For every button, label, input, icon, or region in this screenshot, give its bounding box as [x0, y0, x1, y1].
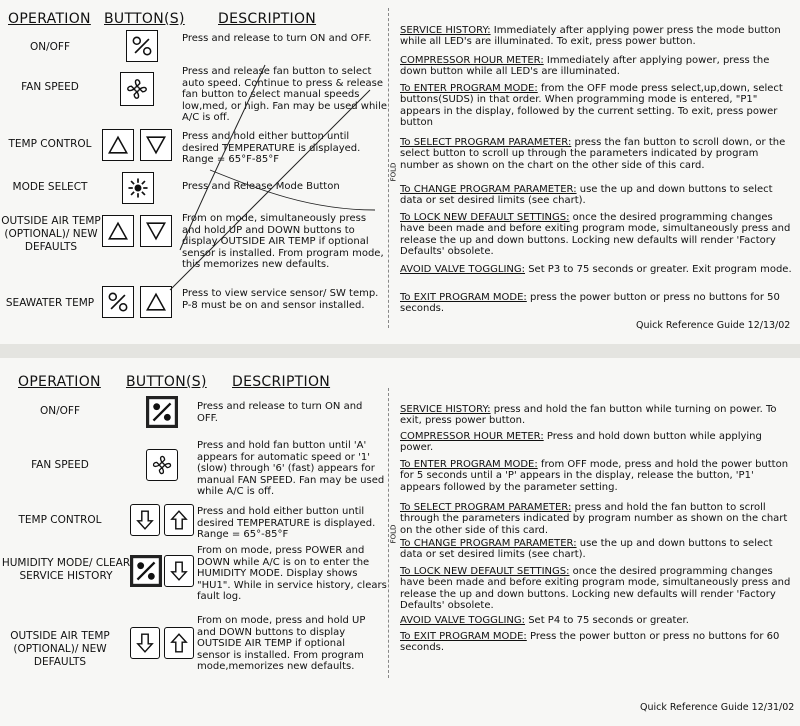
down-button[interactable]	[130, 504, 160, 536]
card-gap	[0, 344, 800, 358]
instruction-text: use the up and down buttons to select data or set desired limits (see chart).	[400, 538, 773, 561]
instruction-heading: COMPRESSOR HOUR METER:	[400, 431, 544, 442]
up-button[interactable]	[164, 627, 194, 659]
instruction-text: Press and hold down button while applying power.	[400, 431, 762, 454]
down-button[interactable]	[164, 555, 194, 587]
up-arrow-icon	[167, 630, 191, 656]
buttons-header: BUTTON(S)	[126, 374, 207, 390]
operation-label: ON/OFF	[39, 405, 80, 417]
operation-label: FAN SPEED	[21, 81, 79, 93]
description-text: Press and release to turn ON and OFF.	[182, 33, 372, 44]
operation-label: MODE SELECT	[12, 181, 88, 193]
instruction-enter-program-mode	[400, 83, 795, 129]
operation-label: SEAWATER TEMP	[5, 297, 95, 309]
description-header: DESCRIPTION	[232, 374, 331, 390]
instruction-heading: To SELECT PROGRAM PARAMETER:	[400, 137, 572, 148]
operation-label: OUTSIDE AIR TEMP (OPTIONAL)/ NEW DEFAULTS	[10, 630, 110, 668]
instruction-text: Set P4 to 75 seconds or greater.	[528, 615, 689, 626]
instruction-text: press the power button or press no buttons for 50 seconds.	[400, 292, 780, 315]
power-icon	[105, 289, 131, 315]
operation-label: FAN SPEED	[31, 459, 89, 471]
instruction-text: use the up and down buttons to select data or set desired limits (see chart).	[400, 184, 773, 207]
buttons-header: BUTTON(S)	[104, 11, 185, 27]
instruction-avoid-valve-toggling	[400, 264, 795, 275]
fan-button[interactable]	[146, 449, 178, 481]
operation-label: ON/OFF	[29, 41, 70, 53]
power-icon	[129, 33, 155, 59]
instruction-text: Set P3 to 75 seconds or greater. Exit program mode.	[528, 264, 792, 275]
description-text: From on mode, press and hold UP and DOWN buttons to display OUTSIDE AIR TEMP if optional sensor is installed. From program mode,memorizes new defaults.	[197, 615, 366, 673]
operation-header: OPERATION	[18, 374, 101, 390]
instruction-heading: To CHANGE PROGRAM PARAMETER:	[400, 538, 577, 549]
instruction-text: press and hold the fan button while turning on power. To exit, press power button.	[400, 404, 777, 427]
instruction-heading: To SELECT PROGRAM PARAMETER:	[400, 502, 572, 513]
instruction-text: Press the power button or press no buttons for 60 seconds.	[400, 631, 780, 654]
down-arrow-icon	[167, 558, 191, 584]
instruction-heading: To LOCK NEW DEFAULT SETTINGS:	[400, 212, 570, 223]
instruction-avoid-valve-toggling	[400, 615, 795, 626]
instruction-text: from OFF mode, press and hold the power button for 5 seconds until a 'P' appears in the display, release the button, 'P1' appears followed by the parameter setting.	[400, 459, 789, 493]
instruction-lock-new-defaults	[400, 212, 795, 258]
up-triangle-icon	[105, 132, 131, 158]
instruction-text: press the fan button to scroll down, or the select button to scroll up through the parameters indicated by program number as shown on the chart on the other side of this card.	[400, 137, 786, 171]
instruction-heading: AVOID VALVE TOGGLING:	[400, 264, 526, 275]
up-button[interactable]	[102, 129, 134, 161]
description-text: Press and hold either button until desired TEMPERATURE is displayed. Range = 65°-85°F	[197, 506, 376, 541]
instruction-compressor-hour-meter	[400, 55, 795, 78]
instruction-heading: AVOID VALVE TOGGLING:	[400, 615, 526, 626]
power-button[interactable]	[130, 555, 162, 587]
instruction-select-program-parameter	[400, 137, 795, 171]
up-triangle-icon	[105, 218, 131, 244]
description-text: Press and release to turn ON and OFF.	[197, 401, 363, 424]
quick-reference-card-2	[0, 362, 800, 726]
description-text: From on mode, simultaneously press and hold UP and DOWN buttons to display OUTSIDE AIR TEMP if optional sensor is installed. From program mode, this memorizes new defaults.	[182, 213, 384, 271]
description-text: Press and release fan button to select auto speed. Continue to press & release fan button to select manual speeds low,med, or high. Fan may be used while A/C is off.	[182, 66, 387, 124]
fold-label: FOLD	[389, 524, 398, 544]
operation-label: HUMIDITY MODE/ CLEAR SERVICE HISTORY	[1, 557, 131, 582]
instruction-exit-program-mode	[400, 631, 795, 654]
description-text: Press and hold fan button until 'A' appears for automatic speed or '1' (slow) through '6' (fast) appears for manual FAN SPEED. Fan may be used while A/C is off.	[197, 440, 385, 498]
pen-crossout-marks	[140, 60, 400, 300]
instruction-text: Immediately after applying power press the mode button while all LED's are illuminated. To exit, press power button.	[400, 25, 781, 48]
operation-label: TEMP CONTROL	[18, 514, 102, 526]
instruction-heading: SERVICE HISTORY:	[400, 25, 491, 36]
power-icon	[146, 396, 178, 428]
power-button[interactable]	[126, 30, 158, 62]
instruction-heading: To EXIT PROGRAM MODE:	[400, 631, 527, 642]
instruction-heading: To LOCK NEW DEFAULT SETTINGS:	[400, 566, 570, 577]
down-button[interactable]	[130, 627, 160, 659]
footer-label: Quick Reference Guide 12/13/02	[636, 320, 791, 331]
instruction-compressor-hour-meter	[400, 431, 795, 454]
description-text: From on mode, press POWER and DOWN while A/C is on to enter the HUMIDITY MODE. Display shows "HU1". While in service history, clears fault log.	[197, 545, 387, 603]
quick-reference-card-1	[0, 0, 800, 340]
fold-label: FOLD	[389, 162, 398, 182]
instruction-text: once the desired programming changes have been made and before exiting program mode, simultaneously press and release the up and down buttons. Locking new defaults will render 'Factory Defaults' obsolete.	[400, 566, 791, 612]
operation-header: OPERATION	[8, 11, 91, 27]
power-button[interactable]	[102, 286, 134, 318]
instruction-change-program-parameter	[400, 538, 795, 561]
instruction-text: once the desired programming changes have been made and before exiting program mode, simultaneously press and release the up and down buttons. Locking new defaults will render 'Factory Defaults' obsolete.	[400, 212, 791, 258]
power-icon	[130, 555, 162, 587]
instruction-service-history	[400, 404, 795, 427]
description-text: Press and Release Mode Button	[182, 181, 340, 192]
instruction-service-history	[400, 25, 795, 48]
operation-label: TEMP CONTROL	[8, 138, 92, 150]
fan-icon	[149, 452, 175, 478]
down-arrow-icon	[133, 507, 157, 533]
instruction-text: Immediately after applying power, press the down button while all LED's are illuminated.	[400, 55, 770, 78]
instruction-heading: To ENTER PROGRAM MODE:	[400, 459, 538, 470]
description-text: Press to view service sensor/ SW temp. P-8 must be on and sensor installed.	[182, 288, 379, 311]
description-header: DESCRIPTION	[218, 11, 317, 27]
description-text: Press and hold either button until desired TEMPERATURE is displayed. Range = 65°F-85°F	[182, 131, 361, 166]
instruction-exit-program-mode	[400, 292, 795, 315]
instruction-heading: To ENTER PROGRAM MODE:	[400, 83, 538, 94]
instruction-lock-new-defaults	[400, 566, 795, 612]
operation-label: OUTSIDE AIR TEMP (OPTIONAL)/ NEW DEFAULTS	[1, 215, 101, 253]
up-button[interactable]	[164, 504, 194, 536]
up-arrow-icon	[167, 507, 191, 533]
power-button[interactable]	[146, 396, 178, 428]
instruction-heading: SERVICE HISTORY:	[400, 404, 491, 415]
footer-label: Quick Reference Guide 12/31/02	[640, 702, 795, 713]
up-button[interactable]	[102, 215, 134, 247]
instruction-enter-program-mode	[400, 459, 795, 493]
instruction-change-program-parameter	[400, 184, 795, 207]
instruction-heading: To CHANGE PROGRAM PARAMETER:	[400, 184, 577, 195]
instruction-heading: COMPRESSOR HOUR METER:	[400, 55, 544, 66]
instruction-heading: To EXIT PROGRAM MODE:	[400, 292, 527, 303]
instruction-text: from the OFF mode press select,up,down, select buttons(SUDS) in that order. When programming mode is entered, "P1" appears in the display, followed by the current setting. To exit, press power button	[400, 83, 783, 129]
down-arrow-icon	[133, 630, 157, 656]
instruction-select-program-parameter	[400, 502, 795, 536]
instruction-text: press and hold the fan button to scroll through the parameters indicated by program number as shown on the chart on the other side of this card.	[400, 502, 788, 536]
